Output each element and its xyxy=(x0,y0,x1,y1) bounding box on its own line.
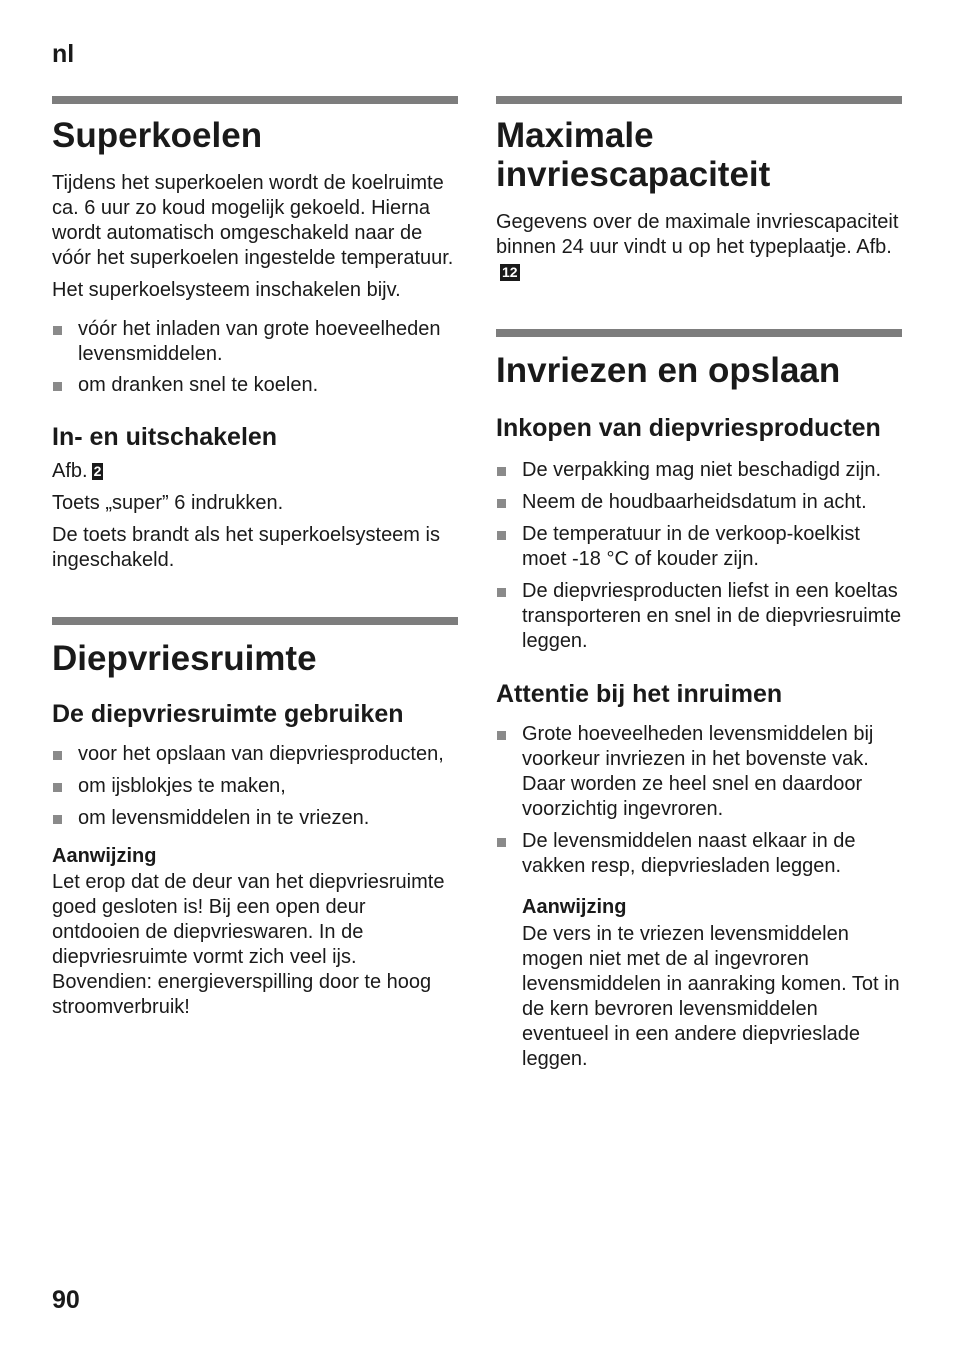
superkoelen-bullet-list xyxy=(52,317,458,398)
bullet-icon xyxy=(496,458,522,483)
toets-super-text: Toets „super” 6 indrukken. xyxy=(52,492,284,514)
bullet-icon xyxy=(52,806,78,831)
list-item: De temperatuur in de verkoop-koelkist moet -18 °C of kouder zijn. xyxy=(496,522,902,572)
bullet-icon xyxy=(52,774,78,799)
subsection-title-attentie: Attentie bij het inruimen xyxy=(496,680,783,708)
figure-number-badge: 12 xyxy=(502,264,518,280)
list-item: om ijsblokjes te maken, xyxy=(52,774,458,799)
right-column xyxy=(496,96,902,1072)
bullet-icon xyxy=(496,829,522,879)
diepvries-bullet-list xyxy=(52,742,458,831)
section-rule xyxy=(496,96,902,104)
subsection-title-diepvriesruimte-gebruiken: De diepvriesruimte gebruiken xyxy=(52,700,404,728)
attentie-bullet-list xyxy=(496,722,902,879)
subsection-title-inkopen: Inkopen van diepvriesproducten xyxy=(496,414,881,442)
list-item: om levensmiddelen in te vriezen. xyxy=(52,806,458,831)
invriescapaciteit-text: Gegevens over de maximale invriescapaciteit binnen 24 uur vindt u op het typeplaatje. Afb.12 xyxy=(496,211,899,280)
list-item: De diepvriesproducten liefst in een koeltas transporteren en snel in de diepvriesruimte leggen. xyxy=(496,579,902,654)
section-title-diepvriesruimte: Diepvriesruimte xyxy=(52,639,317,678)
section-rule xyxy=(52,617,458,625)
note-block xyxy=(496,895,902,1072)
list-item: Neem de houdbaarheidsdatum in acht. xyxy=(496,490,902,515)
note-text: De vers in te vriezen levensmiddelen mogen niet met de al ingevroren levensmiddelen in aanraking komen. Tot in de kern bevroren levensmiddelen eventueel in een andere diepvrieslade leggen. xyxy=(522,923,900,1070)
list-item: om dranken snel te koelen. xyxy=(52,373,458,398)
section-rule xyxy=(496,329,902,337)
section-title-superkoelen: Superkoelen xyxy=(52,116,263,155)
language-label: nl xyxy=(52,40,75,68)
section-title-invriezen-opslaan: Invriezen en opslaan xyxy=(496,351,841,390)
note-title: Aanwijzing xyxy=(52,845,157,867)
figure-reference: Afb. 2 xyxy=(52,460,102,482)
bullet-icon xyxy=(52,317,78,367)
note-text: Let erop dat de deur van het diepvriesruimte goed gesloten is! Bij een open deur ontdooien de diepvrieswaren. In de diepvriesruimte vormt zich veel ijs. Bovendien: energieverspilling door te hoog stroomverbruik! xyxy=(52,871,445,1018)
section-title-maximale-invriescapaciteit: Maximale invriescapaciteit xyxy=(496,116,771,194)
list-item: vóór het inladen van grote hoeveelheden levensmiddelen. xyxy=(52,317,458,367)
bullet-icon xyxy=(52,742,78,767)
page-number: 90 xyxy=(52,1286,80,1314)
list-item: voor het opslaan van diepvriesproducten, xyxy=(52,742,458,767)
subsection-title-in-uitschakelen: In- en uitschakelen xyxy=(52,423,278,451)
list-item: De verpakking mag niet beschadigd zijn. xyxy=(496,458,902,483)
list-item: Grote hoeveelheden levensmiddelen bij voorkeur invriezen in het bovenste vak. Daar worden ze heel snel en daardoor voorzichtig ingevroren. xyxy=(496,722,902,822)
bullet-icon xyxy=(496,490,522,515)
figure-number-badge: 2 xyxy=(93,463,102,479)
bullet-icon xyxy=(496,522,522,572)
inkopen-bullet-list xyxy=(496,458,902,654)
left-column xyxy=(52,96,458,1020)
bullet-icon xyxy=(52,373,78,398)
list-item: De levensmiddelen naast elkaar in de vakken resp, diepvriesladen leggen. xyxy=(496,829,902,879)
bullet-icon xyxy=(496,579,522,654)
superkoelen-inschakelen-text: Het superkoelsysteem inschakelen bijv. xyxy=(52,279,401,301)
superkoelen-paragraph: Tijdens het superkoelen wordt de koelruimte ca. 6 uur zo koud mogelijk gekoeld. Hierna wordt automatisch omgeschakeld naar de vóór het superkoelen ingestelde temperatuur. xyxy=(52,172,454,269)
bullet-icon xyxy=(496,722,522,822)
section-rule xyxy=(52,96,458,104)
note-title: Aanwijzing xyxy=(522,896,627,918)
toets-brandt-text: De toets brandt als het superkoelsysteem is ingeschakeld. xyxy=(52,524,440,571)
